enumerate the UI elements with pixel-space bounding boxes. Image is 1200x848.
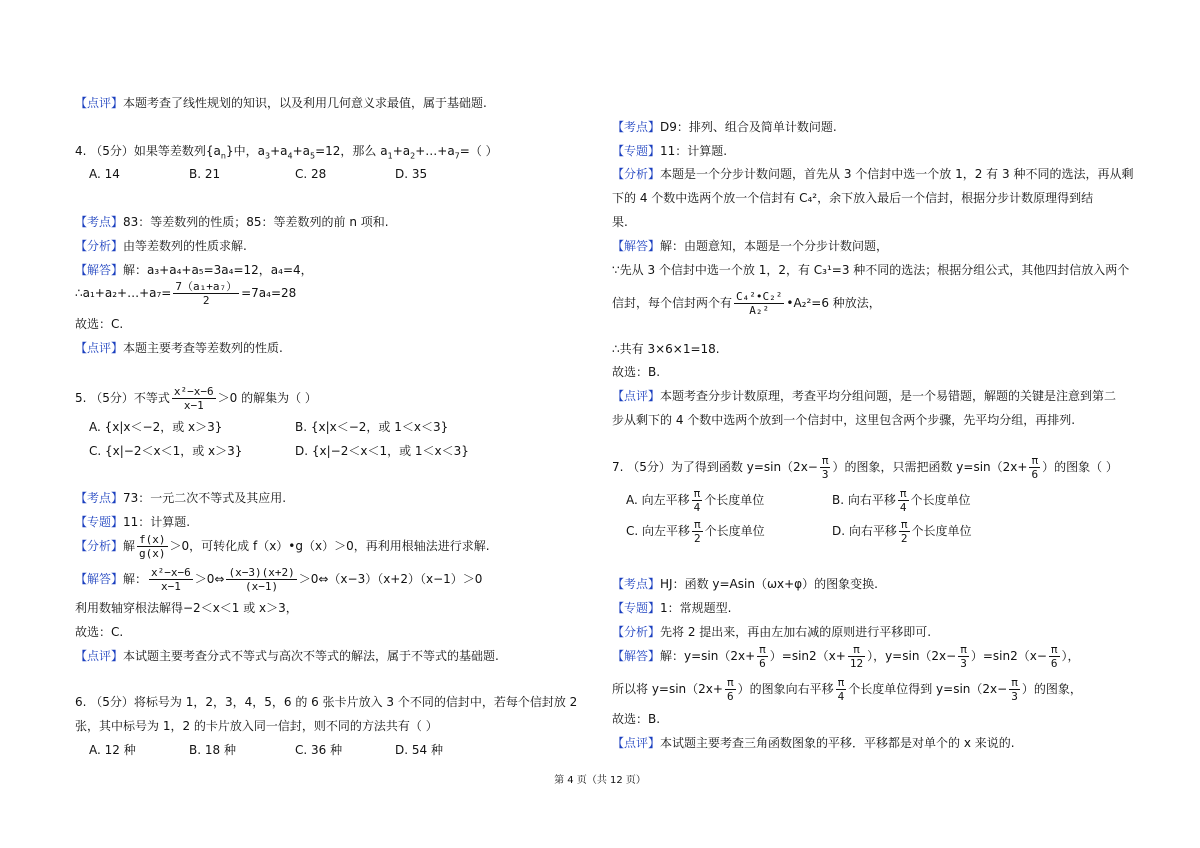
q7-analysis: 【分析】先将 2 提出来，再由左加右减的原则进行平移即可. xyxy=(612,625,932,639)
q6-review-line2: 步从剩下的 4 个数中选两个放到一个信封中，这里包含两个步骤，先平均分组，再排列. xyxy=(612,413,1076,427)
q7-topic: 【专题】1：常规题型. xyxy=(612,601,732,615)
q6-stem-line1: 6. （5分）将标号为 1，2，3，4，5，6 的 6 张卡片放入 3 个不同的信封中，若每个信封放 2 xyxy=(75,695,578,709)
q6-solution-line4: ∴共有 3×6×1=18. xyxy=(612,342,720,356)
q6-review: 【点评】本题考查分步计数原理，考查平均分组问题，是一个易错题，解题的关键是注意到第二 xyxy=(612,389,1117,403)
q6-option-d: D. 54 种 xyxy=(395,743,443,757)
q4-option-d: D. 35 xyxy=(395,167,428,181)
review-tag: 【点评】 xyxy=(75,96,124,110)
q4-solution: 【解答】解：a₃+a₄+a₅=3a₄=12，a₄=4， xyxy=(75,263,313,277)
q7-option-b: B. 向右平移 $\frac{\pi}{4}$ 个长度单位 xyxy=(832,487,971,514)
q5-option-a: A. {x|x＜−2，或 x＞3} xyxy=(89,420,223,434)
prev-review xyxy=(75,95,487,111)
q5-topic: 【专题】11：计算题. xyxy=(75,515,191,529)
q5-analysis: 【分析】解 $\frac{f(x)}{g(x)}$ ＞0，可转化成 f（x）•g（x）＞0，再利用根轴法进行求解. xyxy=(75,533,490,560)
q7-option-c: C. 向左平移 $\frac{\pi}{2}$ 个长度单位 xyxy=(626,518,765,545)
q6-solution-line3: 信封，每个信封两个有 $\frac{\text{C₄²•C₂²}}{\text{A₂²}}$ •A₂²=6 种放法， xyxy=(612,290,881,317)
q7-knowledge-point: 【考点】HJ：函数 y=Asin（ωx+φ）的图象变换. xyxy=(612,577,878,591)
q4-analysis: 【分析】由等差数列的性质求解. xyxy=(75,239,247,253)
q5-review: 【点评】本试题主要考查分式不等式与高次不等式的解法，属于不等式的基础题. xyxy=(75,649,499,663)
q5-option-c: C. {x|−2＜x＜1，或 x＞3} xyxy=(89,444,243,458)
q5-solution-line2: 利用数轴穿根法解得−2＜x＜1 或 x＞3， xyxy=(75,601,298,615)
q6-solution-line2: ∵先从 3 个信封中选一个放 1，2，有 C₃¹=3 种不同的选法；根据分组公式，其他四封信放入两个 xyxy=(612,263,1130,277)
q4-option-c: C. 28 xyxy=(295,167,327,181)
q6-option-c: C. 36 种 xyxy=(295,743,343,757)
q7-review: 【点评】本试题主要考查三角函数图象的平移．平移都是对单个的 x 来说的. xyxy=(612,736,1015,750)
q4-option-a: A. 14 xyxy=(89,167,120,181)
q4-knowledge-point: 【考点】83：等差数列的性质；85：等差数列的前 n 项和. xyxy=(75,215,389,229)
q4-stem: 4. （5分）如果等差数列$\{a_n\}$中，$a_3+a_4+a_5=12$，那么 $a_1+a_2+\dots+a_7=$（ ） xyxy=(75,144,498,161)
page-footer: 第 4 页（共 12 页） xyxy=(554,775,646,786)
q7-solution-line2: 所以将 y=sin（2x+ $\frac{\pi}{6}$ ）的图象向右平移 $\frac{\pi}{4}$ 个长度单位得到 y=sin（2x− $\frac{\pi}{3}$ ）的图象， xyxy=(612,676,1082,703)
q6-option-a: A. 12 种 xyxy=(89,743,136,757)
review-text: 本题考查了线性规划的知识，以及利用几何意义求最值，属于基础题. xyxy=(123,96,487,110)
q7-answer: 故选：B. xyxy=(612,712,661,726)
q4-solution-line2: ∴a₁+a₂+…+a₇= $\frac{\text{7（a₁+a₇）}}{2}$ =7a₄=28 xyxy=(75,280,297,307)
q6-analysis: 【分析】本题是一个分步计数问题，首先从 3 个信封中选一个放 1，2 有 3 种不同的选法，再从剩 xyxy=(612,167,1134,181)
q5-knowledge-point: 【考点】73：一元二次不等式及其应用. xyxy=(75,491,287,505)
q6-knowledge-point: 【考点】D9：排列、组合及简单计数问题. xyxy=(612,120,837,134)
q5-option-b: B. {x|x＜−2，或 1＜x＜3} xyxy=(295,420,449,434)
q7-option-a: A. 向左平移 $\frac{\pi}{4}$ 个长度单位 xyxy=(626,487,765,514)
q7-option-d: D. 向右平移 $\frac{\pi}{2}$ 个长度单位 xyxy=(832,518,972,545)
q5-stem: 5. （5分）不等式 $\frac{\text{x²−x−6}}{x-1}$ ＞0 的解集为（ ） xyxy=(75,385,317,412)
q5-solution: 【解答】解： $\frac{\text{x²−x−6}}{x-1}$ ＞0⇔ $\frac{(x-3)(x+2)}{(x-1)}$ ＞0⇔（x−3）（x+2）（x−1）＞0 xyxy=(75,566,483,593)
q6-option-b: B. 18 种 xyxy=(189,743,236,757)
q6-analysis-line3: 果. xyxy=(612,215,628,229)
q6-topic: 【专题】11：计算题. xyxy=(612,144,728,158)
q4-answer: 故选：C. xyxy=(75,317,124,331)
q5-option-d: D. {x|−2＜x＜1，或 1＜x＜3} xyxy=(295,444,469,458)
q4-review: 【点评】本题主要考查等差数列的性质. xyxy=(75,341,283,355)
q7-stem: 7. （5分）为了得到函数 y=sin（2x− $\frac{\pi}{3}$ ）的图象，只需把函数 y=sin（2x+ $\frac{\pi}{6}$ ）的图象（ ） xyxy=(612,454,1118,481)
q5-answer: 故选：C. xyxy=(75,625,124,639)
q7-solution: 【解答】解：y=sin（2x+ $\frac{\pi}{6}$ ）=sin2（x+ $\frac{\pi}{12}$ ），y=sin（2x− $\frac{\pi}{3}$ ）=sin2（x− $\frac{\pi}{6}$ ）， xyxy=(612,643,1080,670)
q6-analysis-line2: 下的 4 个数中选两个放一个信封有 C₄²，余下放入最后一个信封，根据分步计数原理得到结 xyxy=(612,191,1094,205)
q6-stem-line2: 张，其中标号为 1，2 的卡片放入同一信封，则不同的方法共有（ ） xyxy=(75,719,438,733)
q6-answer: 故选：B. xyxy=(612,365,661,379)
q4-option-b: B. 21 xyxy=(189,167,221,181)
q6-solution: 【解答】解：由题意知，本题是一个分步计数问题， xyxy=(612,239,889,253)
